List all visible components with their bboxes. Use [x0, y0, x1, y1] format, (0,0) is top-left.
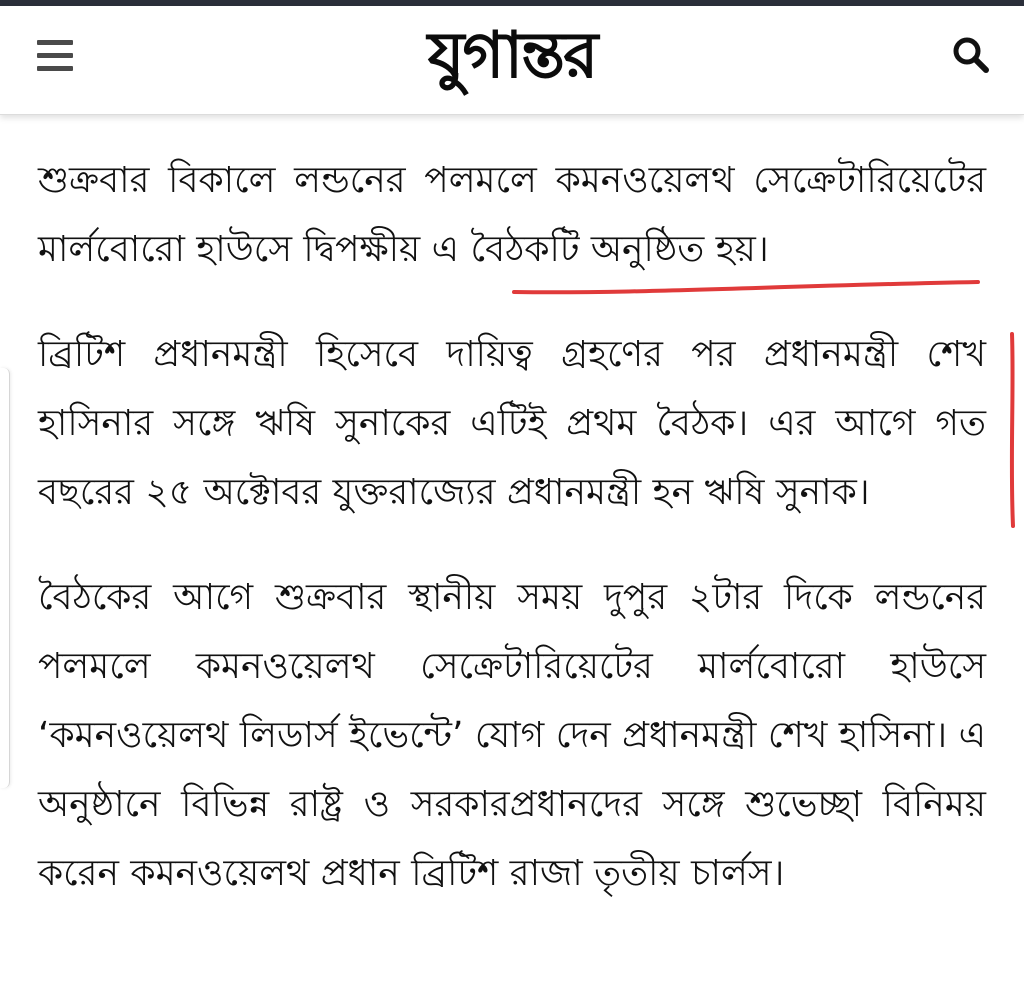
article-paragraph: বৈঠকের আগে শুক্রবার স্থানীয় সময় দুপুর ২টার দিকে লন্ডনের পলমলে কমনওয়েলথ সেক্রেটারিয়েটের মার্লবোরো হাউসে ‘কমনওয়েলথ লিডার্স ইভেন্টে’ যোগ দেন প্রধানমন্ত্রী শেখ হাসিনা। এ অনুষ্ঠানে বিভিন্ন রাষ্ট্র ও সরকারপ্রধানদের সঙ্গে শুভেচ্ছা বিনিময় করেন কমনওয়েলথ প্রধান ব্রিটিশ রাজা তৃতীয় চার্লস। — [38, 577, 986, 894]
article-body — [38, 146, 986, 944]
red-margin-annotation — [1000, 330, 1024, 530]
search-button[interactable] — [948, 32, 994, 78]
article-paragraph: ব্রিটিশ প্রধানমন্ত্রী হিসেবে দায়িত্ব গ্রহণের পর প্রধানমন্ত্রী শেখ হাসিনার সঙ্গে ঋষি সুনাকের এটিই প্রথম বৈঠক। এর আগে গত বছরের ২৫ অক্টোবর যুক্তরাজ্যের প্রধানমন্ত্রী হন ঋষি সুনাক। — [38, 334, 986, 513]
side-drawer-edge[interactable] — [0, 368, 10, 788]
menu-button[interactable] — [30, 32, 80, 82]
hamburger-menu-icon — [30, 32, 80, 82]
site-logo[interactable]: যুগান্তর — [427, 17, 597, 93]
search-icon — [948, 32, 994, 78]
article-paragraph: শুক্রবার বিকালে লন্ডনের পলমলে কমনওয়েলথ সেক্রেটারিয়েটের মার্লবোরো হাউসে দ্বিপক্ষীয় এ বৈঠকটি অনুষ্ঠিত হয়। — [38, 160, 986, 270]
site-header — [0, 6, 1024, 115]
